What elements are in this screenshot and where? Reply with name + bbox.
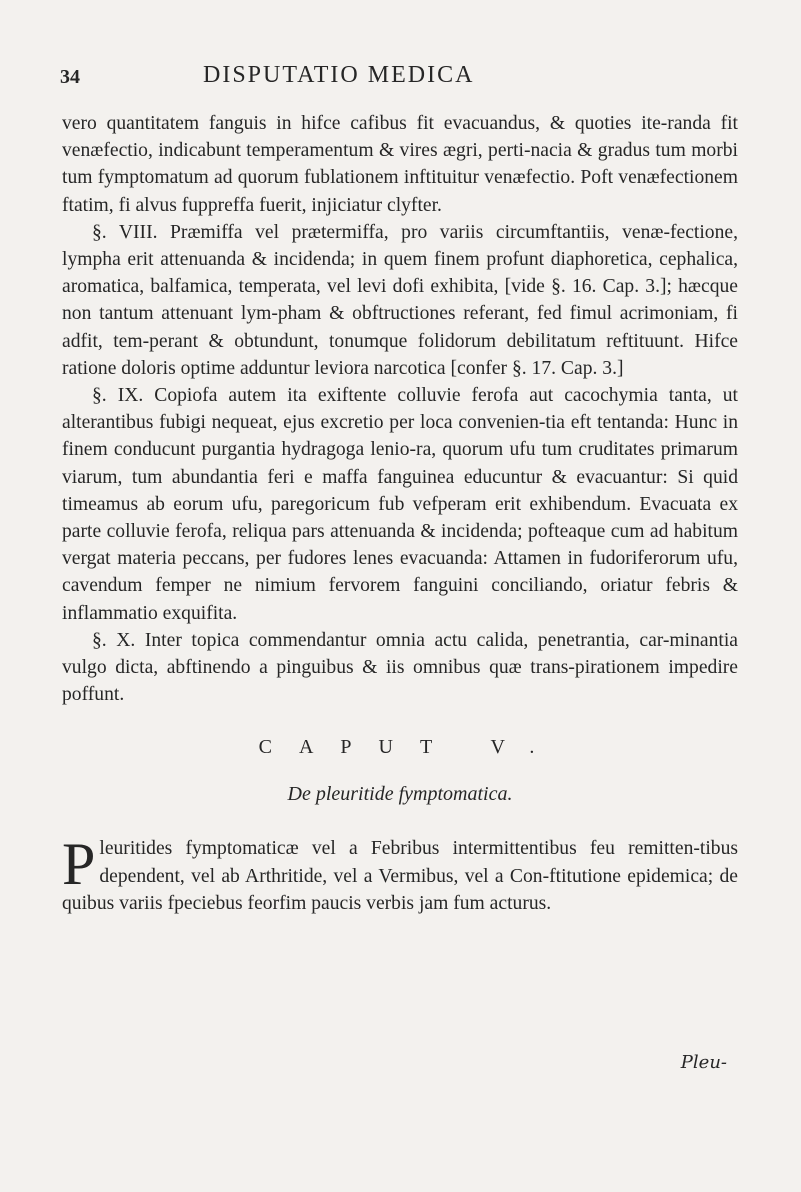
- chapter-subtitle: De pleuritide fymptomatica.: [287, 783, 513, 806]
- drop-cap: P: [62, 831, 96, 898]
- chapter-opening-paragraph: [62, 831, 738, 917]
- body-text: [62, 110, 738, 917]
- chapter-opening-text: leuritides fymptomaticæ vel a Febribus intermittentibus feu remitten-tibus dependent, vel ab Arthritide, vel a Vermibus, vel a Con-ftitutione epidemica; de quibus variis fpeciebus feorfim paucis verbis jam fum acturus.: [62, 838, 738, 914]
- paragraph-continuation: vero quantitatem fanguis in hifce cafibus fit evacuandus, & quoties ite-randa fit venæfectio, indicabunt temperamentum & vires ægri, perti-nacia & gradus tum morbi tum fymptomatum ad quorum fublationem inftituitur venæfectio. Poft venæfectionem ftatim, fi alvus fuppreffa fuerit, injiciatur clyfter.: [62, 113, 738, 216]
- paragraph-section-x: §. X. Inter topica commendantur omnia actu calida, penetrantia, car-minantia vulgo dicta, abftinendo a pinguibus & iis omnibus quæ trans-pirationem impedire poffunt.: [62, 629, 738, 706]
- page-number: 34: [60, 66, 80, 88]
- paragraph-section-ix: §. IX. Copiofa autem ita exiftente colluvie ferofa aut cacochymia tanta, ut alterantibus fubigi nequeat, ejus excretio per loca convenien-tia eft tentanda: Hunc in finem conducunt purgantia hydragoga lenio-ra, quorum ufu tum cruditates primarum viarum, tum abundantia feri e maffa fanguinea educuntur & evacuantur: Si quid timeamus ab eorum ufu, paregoricum fub vefperam erit exhibendum. Evacuata ex parte colluvie ferofa, reliqua pars attenuanda & incidenda; pofteaque cum ad habitum vergat materia peccans, per fudores lenes evacuanda: Attamen in fudoriferorum ufu, cavendum femper ne nimium fervorem fanguini conciliando, oriatur febris & inflammatio exquifita.: [62, 385, 738, 624]
- chapter-heading: CAPUT V.: [258, 736, 562, 759]
- paragraph-section-viii: §. VIII. Præmiffa vel prætermiffa, pro variis circumftantiis, venæ-fectione, lympha erit attenuanda & incidenda; in quem finem profunt diaphoretica, cephalica, aromatica, balfamica, temperata, vel levi dofi exhibita, [vide §. 16. Cap. 3.]; hæcque non tantum attenuant lym-pham & obftructiones referant, fed fimul acrimoniam, fi adfit, tem-perant & obtundunt, tonumque folidorum debilitatum reftituunt. Hifce ratione doloris optime adduntur leviora narcotica [confer §. 17. Cap. 3.]: [62, 221, 738, 379]
- page-header: [60, 62, 740, 92]
- running-head: DISPUTATIO MEDICA: [203, 62, 475, 88]
- catchword: Pleu-: [680, 1052, 727, 1073]
